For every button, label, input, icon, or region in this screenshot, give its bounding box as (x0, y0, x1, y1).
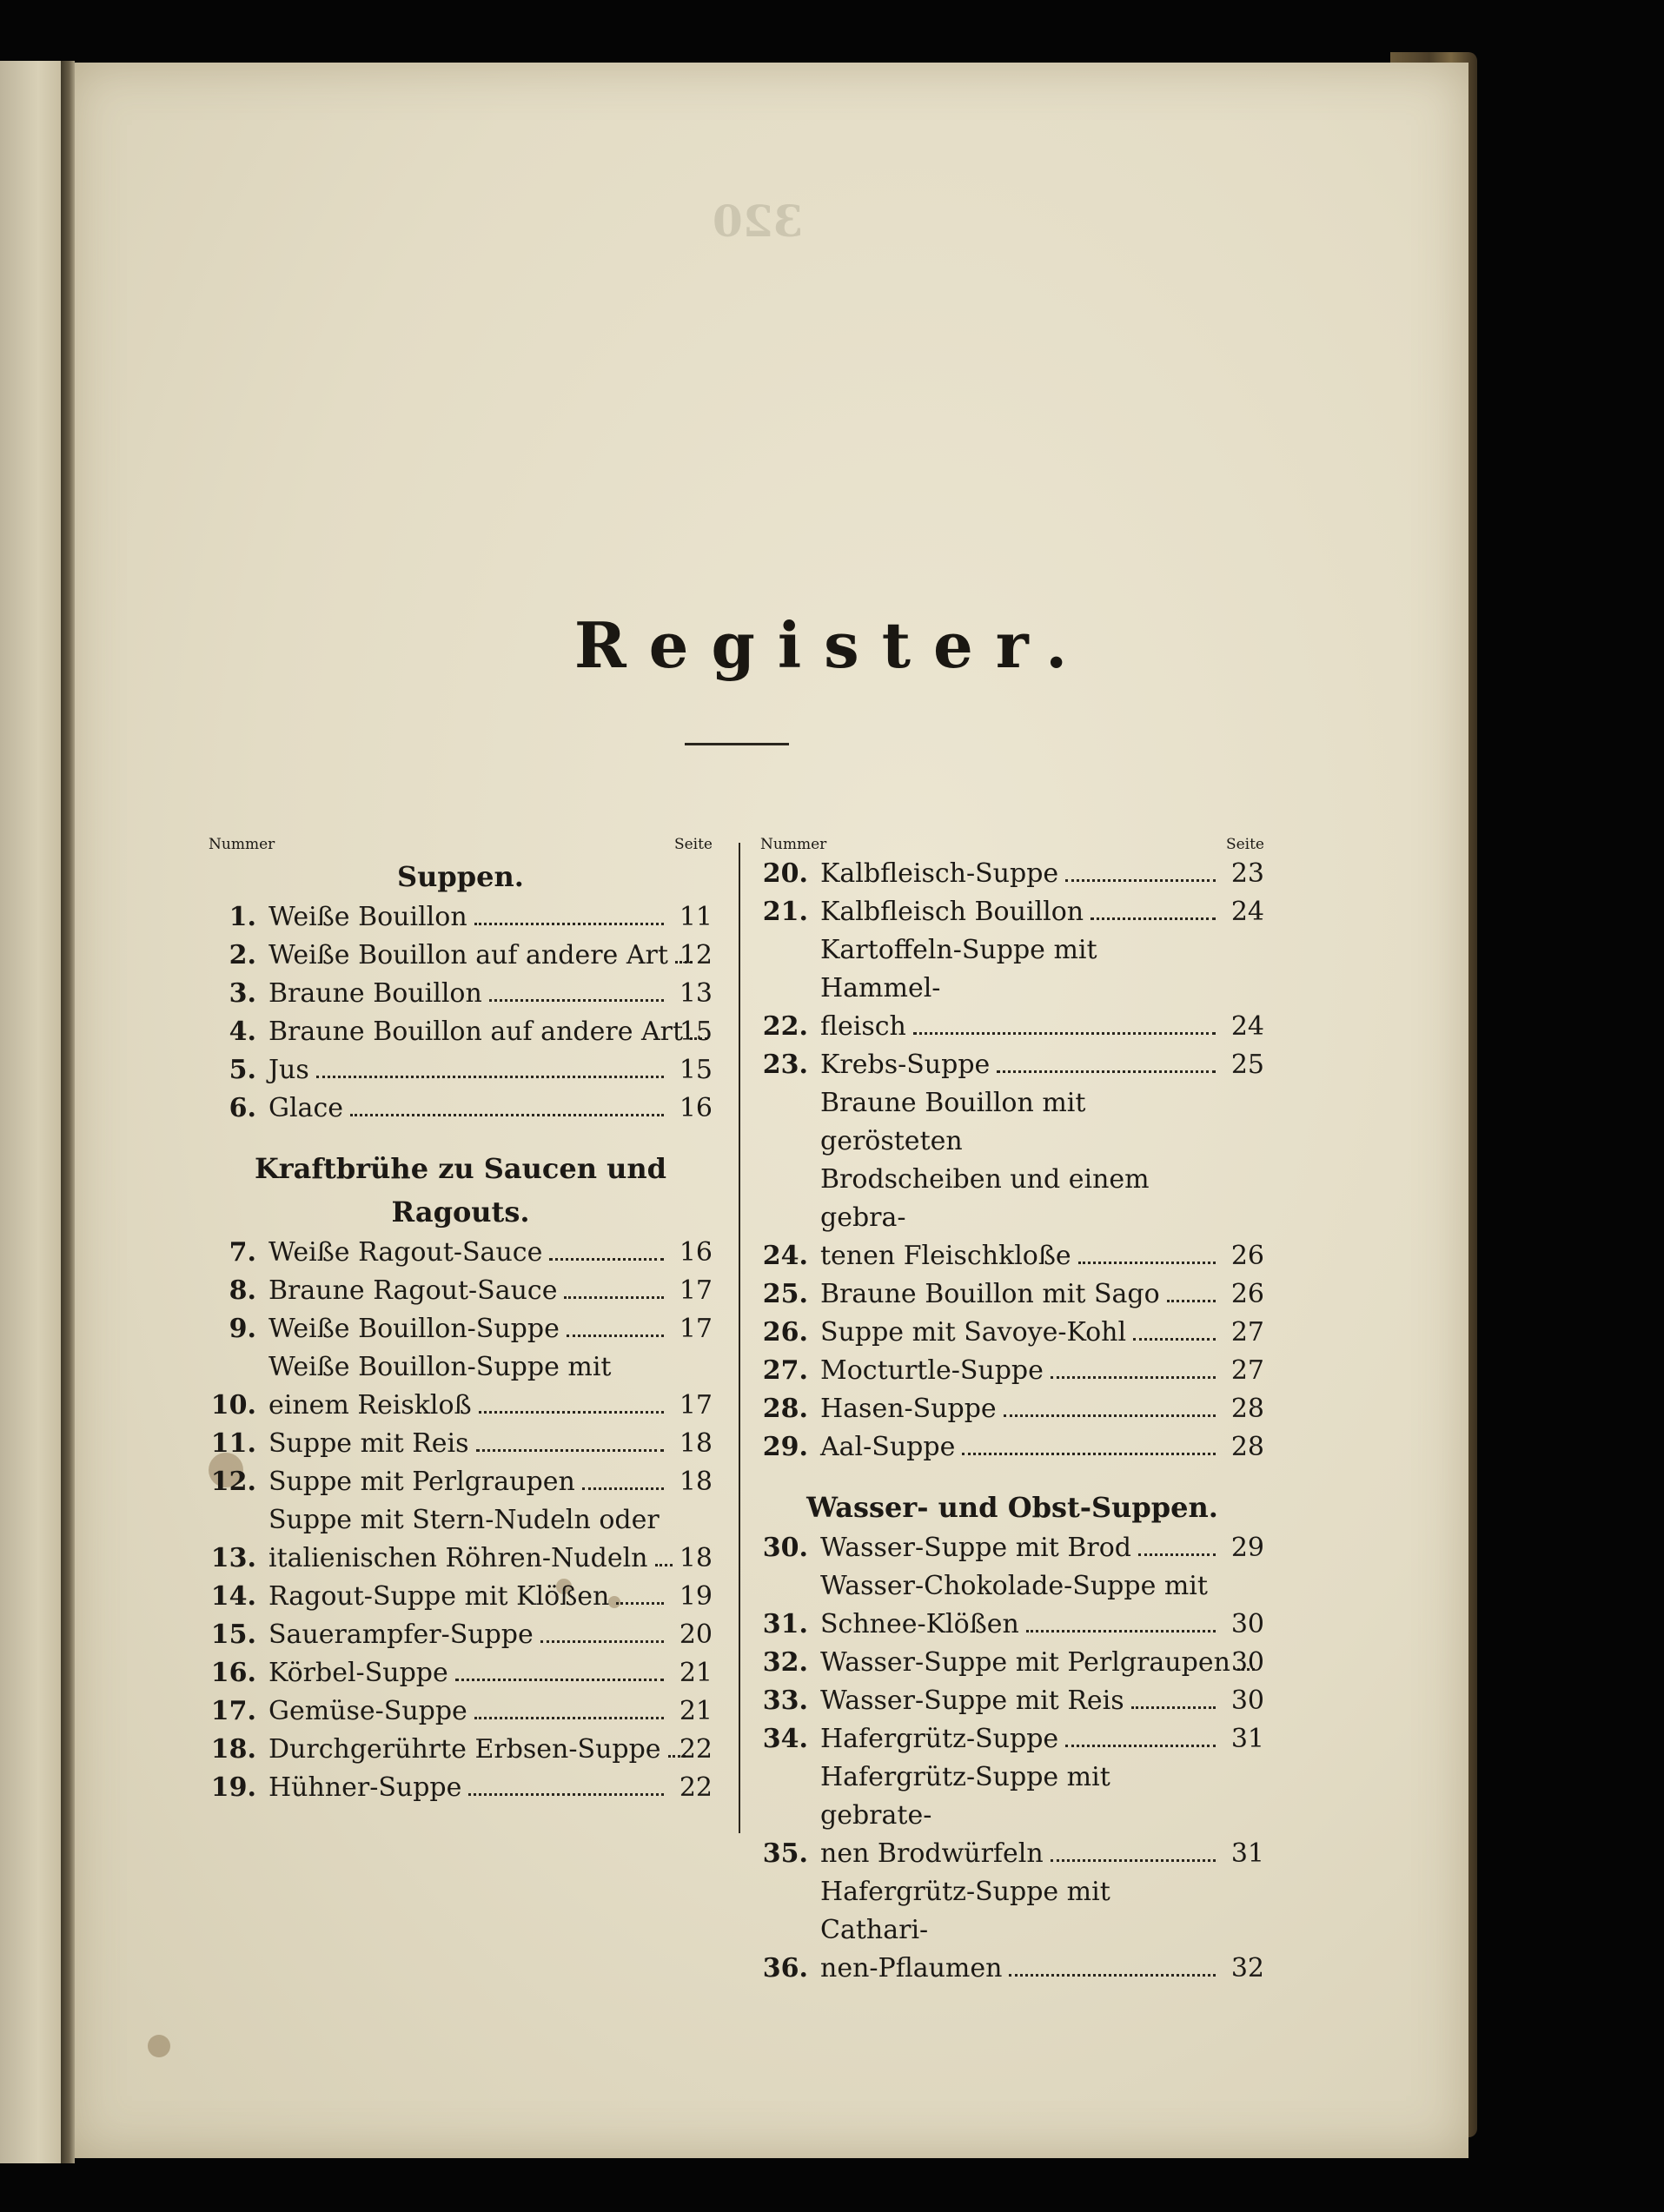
entry-text (808, 1682, 1223, 1720)
entry-last-line (268, 1731, 671, 1769)
entry-line: Hasen-Suppe (820, 1394, 997, 1424)
entry-number: 18. (210, 1734, 256, 1765)
entry-last-line (820, 1352, 1223, 1390)
entry-last-line (268, 1616, 671, 1654)
entry-text (808, 1428, 1223, 1467)
dot-leader (997, 1070, 1216, 1073)
dot-leader (1133, 1338, 1216, 1341)
entry-number: 35. (762, 1838, 808, 1869)
dot-leader (1167, 1300, 1216, 1302)
column-header (209, 834, 713, 855)
entry-page-number: 26 (1230, 1279, 1264, 1309)
entry-text (808, 893, 1223, 931)
entry-page-number: 24 (1230, 1011, 1264, 1042)
entry-line: Weiße Ragout-Sauce (268, 1237, 543, 1268)
entry-line: Jus (268, 1055, 309, 1085)
index-entry (760, 1352, 1264, 1390)
entry-number: 20. (762, 858, 808, 889)
column-header-page: Seite (673, 836, 713, 853)
dot-leader (1078, 1262, 1216, 1264)
section-heading: Kraftbrühe zu Saucen und Ragouts. (254, 1152, 667, 1229)
entry-number: 24. (762, 1241, 808, 1271)
entry-line: Kalbfleisch-Suppe (820, 858, 1059, 889)
entry-last-line (268, 1769, 671, 1807)
entry-line: Braune Bouillon mit gerösteten (820, 1088, 1086, 1156)
entry-text (256, 1654, 671, 1692)
entry-line: Kalbfleisch Bouillon (820, 897, 1084, 927)
index-column-right (760, 834, 1264, 1988)
entry-last-line (268, 1425, 671, 1463)
entry-page-number: 16 (679, 1237, 713, 1268)
dot-leader (616, 1602, 664, 1605)
entry-line: Mocturtle-Suppe (820, 1355, 1044, 1386)
entry-last-line (268, 1692, 671, 1731)
column-header-page: Seite (1225, 836, 1264, 853)
entry-line: Hühner-Suppe (268, 1772, 462, 1803)
entry-text (256, 1692, 671, 1731)
entry-text (256, 1089, 671, 1128)
entry-last-line (268, 1540, 671, 1578)
entry-line: Hafergrütz-Suppe mit gebrate- (820, 1762, 1110, 1831)
entry-last-line (820, 1644, 1230, 1682)
entry-last-line (820, 1046, 1223, 1084)
entry-last-line (268, 1013, 684, 1051)
entry-page-number: 17 (679, 1275, 713, 1306)
index-entry (760, 1682, 1264, 1720)
dot-leader (540, 1640, 664, 1643)
entry-text (808, 1644, 1230, 1682)
dot-leader (1009, 1974, 1216, 1977)
column-header-number: Nummer (209, 836, 275, 853)
dot-leader (1051, 1859, 1216, 1862)
entry-line: nen Brodwürfeln (820, 1838, 1044, 1869)
entry-page-number: 25 (1230, 1050, 1264, 1080)
entry-text (808, 1352, 1223, 1390)
entry-number: 31. (762, 1609, 808, 1639)
entry-line: Gemüse-Suppe (268, 1696, 467, 1726)
index-entry (760, 1428, 1264, 1467)
dot-leader (1065, 1745, 1216, 1747)
entry-line: Schnee-Klößen (820, 1609, 1019, 1639)
entry-line: italienischen Röhren-Nudeln (268, 1543, 648, 1573)
dot-leader (913, 1032, 1216, 1035)
foxing-stain (148, 2035, 170, 2057)
entry-last-line (820, 1008, 1223, 1046)
dot-leader (1138, 1553, 1216, 1556)
entry-line: Suppe mit Perlgraupen (268, 1467, 575, 1497)
entry-text (808, 1084, 1223, 1275)
dot-leader (474, 1717, 664, 1719)
entry-line: Glace (268, 1093, 344, 1123)
title-rule (685, 743, 789, 745)
entry-line: Braune Bouillon (268, 978, 482, 1009)
entry-line: Weiße Bouillon auf andere Art (268, 940, 668, 970)
entry-last-line (820, 1606, 1223, 1644)
index-entry (209, 1425, 713, 1463)
entry-number: 13. (210, 1543, 256, 1573)
entry-number: 23. (762, 1050, 808, 1080)
entry-line: Weiße Bouillon-Suppe mit (268, 1352, 612, 1382)
entry-page-number: 15 (679, 1055, 713, 1085)
index-entry (209, 975, 713, 1013)
entry-number: 8. (229, 1275, 256, 1306)
entry-number: 29. (762, 1432, 808, 1462)
index-entry (209, 1501, 713, 1578)
entry-page-number: 31 (1230, 1838, 1264, 1869)
entry-page-number: 19 (679, 1581, 713, 1612)
entry-last-line (268, 898, 671, 937)
entry-text (808, 1390, 1223, 1428)
entry-line: Aal-Suppe (820, 1432, 956, 1462)
entry-page-number: 18 (679, 1428, 713, 1459)
entry-page-number: 27 (1230, 1317, 1264, 1348)
index-entry (760, 1046, 1264, 1084)
entry-page-number: 22 (679, 1772, 713, 1803)
entry-line: Suppe mit Reis (268, 1428, 469, 1459)
entry-page-number: 30 (1230, 1609, 1264, 1639)
entry-last-line (820, 1237, 1223, 1275)
index-entry (760, 1314, 1264, 1352)
entry-text (808, 1567, 1223, 1644)
entry-line: Sauerampfer-Suppe (268, 1619, 534, 1650)
entry-page-number: 21 (679, 1696, 713, 1726)
entry-text (256, 1234, 671, 1272)
entry-line: Wasser-Suppe mit Reis (820, 1685, 1124, 1716)
entry-line: einem Reiskloß (268, 1390, 472, 1421)
entry-text (256, 1425, 671, 1463)
column-divider (739, 843, 740, 1833)
index-entry (209, 1272, 713, 1310)
dot-leader (468, 1793, 664, 1796)
entry-last-line (268, 1578, 671, 1616)
entry-number: 4. (229, 1017, 256, 1047)
dot-leader (1131, 1706, 1216, 1709)
entry-number: 5. (229, 1055, 256, 1085)
entry-page-number: 15 (679, 1017, 713, 1047)
entry-last-line (268, 975, 671, 1013)
entry-number: 27. (762, 1355, 808, 1386)
entry-line: Suppe mit Stern-Nudeln oder (268, 1505, 660, 1535)
index-entry (760, 893, 1264, 931)
entry-line: Braune Bouillon mit Sago (820, 1279, 1160, 1309)
entry-page-number: 28 (1230, 1394, 1264, 1424)
entry-last-line (268, 1463, 671, 1501)
entry-last-line (268, 1387, 671, 1425)
entry-number: 15. (210, 1619, 256, 1650)
entry-page-number: 26 (1230, 1241, 1264, 1271)
entry-line: Hafergrütz-Suppe mit Cathari- (820, 1877, 1110, 1945)
entry-last-line (268, 1089, 671, 1128)
index-entry (760, 1720, 1264, 1758)
entry-last-line (268, 1051, 671, 1089)
dot-leader (350, 1114, 664, 1116)
entry-page-number: 27 (1230, 1355, 1264, 1386)
entry-last-line (268, 1310, 671, 1348)
entry-line: Weiße Bouillon-Suppe (268, 1314, 560, 1344)
entry-page-number: 17 (679, 1314, 713, 1344)
entry-line: nen-Pflaumen (820, 1953, 1003, 1984)
entry-text (256, 1272, 671, 1310)
entry-page-number: 22 (679, 1734, 713, 1765)
entry-page-number: 29 (1230, 1533, 1264, 1563)
section-heading: Suppen. (397, 860, 524, 893)
entry-number: 1. (229, 902, 256, 932)
entry-last-line (820, 1835, 1223, 1873)
entry-number: 12. (210, 1467, 256, 1497)
entry-page-number: 23 (1230, 858, 1264, 889)
entry-line: Braune Bouillon auf andere Art (268, 1017, 684, 1047)
entry-number: 34. (762, 1724, 808, 1754)
section-heading: Wasser- und Obst-Suppen. (806, 1491, 1218, 1524)
entry-number: 30. (762, 1533, 808, 1563)
dot-leader (564, 1296, 664, 1299)
entry-page-number: 21 (679, 1658, 713, 1688)
index-entry (209, 1692, 713, 1731)
entry-line: Durchgerührte Erbsen-Suppe (268, 1734, 661, 1765)
index-entry (209, 937, 713, 975)
entry-page-number: 16 (679, 1093, 713, 1123)
entry-text (256, 1616, 671, 1654)
entry-number: 28. (762, 1394, 808, 1424)
index-entry (209, 1463, 713, 1501)
index-entry (760, 1567, 1264, 1644)
entry-number: 21. (762, 897, 808, 927)
entry-number: 10. (210, 1390, 256, 1421)
entry-page-number: 11 (679, 902, 713, 932)
dot-leader (316, 1076, 664, 1078)
entry-number: 26. (762, 1317, 808, 1348)
dot-leader (962, 1453, 1216, 1455)
index-entry (209, 1731, 713, 1769)
entry-page-number: 18 (679, 1543, 713, 1573)
entry-number: 7. (229, 1237, 256, 1268)
entry-text (808, 1046, 1223, 1084)
entry-number: 11. (210, 1428, 256, 1459)
entry-last-line (820, 1529, 1223, 1567)
dot-leader (474, 923, 664, 925)
entry-text (256, 1463, 671, 1501)
entry-text (808, 1314, 1223, 1352)
dot-leader (489, 999, 664, 1002)
index-entry (760, 1873, 1264, 1988)
entry-last-line (820, 1682, 1223, 1720)
dot-leader (1026, 1630, 1216, 1633)
entry-last-line (820, 1275, 1223, 1314)
bleed-through-page-number: 320 (713, 195, 804, 247)
entry-line: Kartoffeln-Suppe mit Hammel- (820, 935, 1097, 1003)
entry-number: 2. (229, 940, 256, 970)
index-entry (760, 1275, 1264, 1314)
entry-number: 22. (762, 1011, 808, 1042)
dot-leader (655, 1564, 673, 1566)
entry-number: 16. (210, 1658, 256, 1688)
entry-line: Braune Ragout-Sauce (268, 1275, 558, 1306)
index-entry (209, 1089, 713, 1128)
entry-page-number: 31 (1230, 1724, 1264, 1754)
entry-last-line (820, 855, 1223, 893)
entry-line: fleisch (820, 1011, 906, 1042)
entry-number: 25. (762, 1279, 808, 1309)
entry-last-line (820, 1390, 1223, 1428)
dot-leader (1051, 1376, 1216, 1379)
dot-leader (1004, 1414, 1216, 1417)
entry-text (256, 1013, 684, 1051)
dot-leader (1065, 879, 1216, 882)
entry-text (256, 1578, 671, 1616)
entry-text (808, 931, 1223, 1046)
entry-line: Suppe mit Savoye-Kohl (820, 1317, 1127, 1348)
entry-number: 36. (762, 1953, 808, 1984)
entry-text (808, 1275, 1223, 1314)
entry-line: Körbel-Suppe (268, 1658, 448, 1688)
entry-number: 9. (229, 1314, 256, 1344)
entry-page-number: 18 (679, 1467, 713, 1497)
index-entry (209, 1654, 713, 1692)
entry-line: Wasser-Chokolade-Suppe mit (820, 1571, 1208, 1601)
index-entry (209, 1013, 713, 1051)
dot-leader (476, 1449, 664, 1452)
entry-page-number: 24 (1230, 897, 1264, 927)
entry-text (256, 937, 671, 975)
dot-leader (582, 1487, 664, 1490)
entry-page-number: 30 (1230, 1685, 1264, 1716)
entry-text (256, 975, 671, 1013)
entry-text (256, 1310, 671, 1348)
index-entry (209, 1348, 713, 1425)
index-entry (760, 1529, 1264, 1567)
entry-number: 32. (762, 1647, 808, 1678)
entry-last-line (820, 893, 1223, 931)
entry-text (256, 1769, 671, 1807)
entry-line: Wasser-Suppe mit Brod (820, 1533, 1131, 1563)
entry-last-line (820, 1720, 1223, 1758)
index-entry (209, 1051, 713, 1089)
entry-page-number: 32 (1230, 1953, 1264, 1984)
book-gutter (61, 61, 75, 2163)
column-header-number: Nummer (760, 836, 827, 853)
entry-line: Krebs-Suppe (820, 1050, 991, 1080)
entry-last-line (268, 1654, 671, 1692)
index-entry (760, 855, 1264, 893)
entry-last-line (268, 1234, 671, 1272)
entry-number: 19. (210, 1772, 256, 1803)
entry-page-number: 30 (1230, 1647, 1264, 1678)
entry-number: 6. (229, 1093, 256, 1123)
index-entry (209, 1234, 713, 1272)
facing-page-edge (0, 61, 70, 2163)
index-entry (760, 1084, 1264, 1275)
column-header (760, 834, 1264, 855)
entry-text (808, 1758, 1223, 1873)
dot-leader (567, 1334, 664, 1337)
entry-number: 33. (762, 1685, 808, 1716)
entry-last-line (820, 1950, 1223, 1988)
entry-number: 14. (210, 1581, 256, 1612)
index-entry (209, 1578, 713, 1616)
entry-text (256, 1731, 671, 1769)
entry-number: 3. (229, 978, 256, 1009)
index-entry (760, 1644, 1264, 1682)
index-entry (209, 1310, 713, 1348)
entry-text (808, 1529, 1223, 1567)
index-entry (760, 1390, 1264, 1428)
entry-line: tenen Fleischkloße (820, 1241, 1071, 1271)
entry-text (808, 1873, 1223, 1988)
entry-last-line (820, 1428, 1223, 1467)
index-entry (760, 1758, 1264, 1873)
entry-text (256, 898, 671, 937)
entry-line: Hafergrütz-Suppe (820, 1724, 1059, 1754)
entry-page-number: 28 (1230, 1432, 1264, 1462)
index-entry (209, 898, 713, 937)
entry-last-line (268, 1272, 671, 1310)
index-entry (209, 1616, 713, 1654)
dot-leader (479, 1411, 664, 1414)
dot-leader (549, 1258, 664, 1261)
entry-line: Weiße Bouillon (268, 902, 467, 932)
entry-page-number: 20 (679, 1619, 713, 1650)
page-title: Register. (573, 608, 1091, 682)
entry-page-number: 12 (679, 940, 713, 970)
entry-text (808, 855, 1223, 893)
entry-text (256, 1051, 671, 1089)
dot-leader (455, 1679, 664, 1681)
index-entry (760, 931, 1264, 1046)
index-column-left (209, 834, 713, 1807)
entry-text (256, 1501, 671, 1578)
dot-leader (1091, 917, 1216, 920)
entry-last-line (268, 937, 671, 975)
entry-number: 17. (210, 1696, 256, 1726)
entry-text (808, 1720, 1223, 1758)
index-entry (209, 1769, 713, 1807)
entry-line: Ragout-Suppe mit Klößen (268, 1581, 610, 1612)
entry-last-line (820, 1314, 1223, 1352)
entry-text (256, 1348, 671, 1425)
entry-line: Wasser-Suppe mit Perlgraupen (820, 1647, 1230, 1678)
entry-page-number: 17 (679, 1390, 713, 1421)
entry-page-number: 13 (679, 978, 713, 1009)
entry-line: Brodscheiben und einem gebra- (820, 1164, 1150, 1233)
